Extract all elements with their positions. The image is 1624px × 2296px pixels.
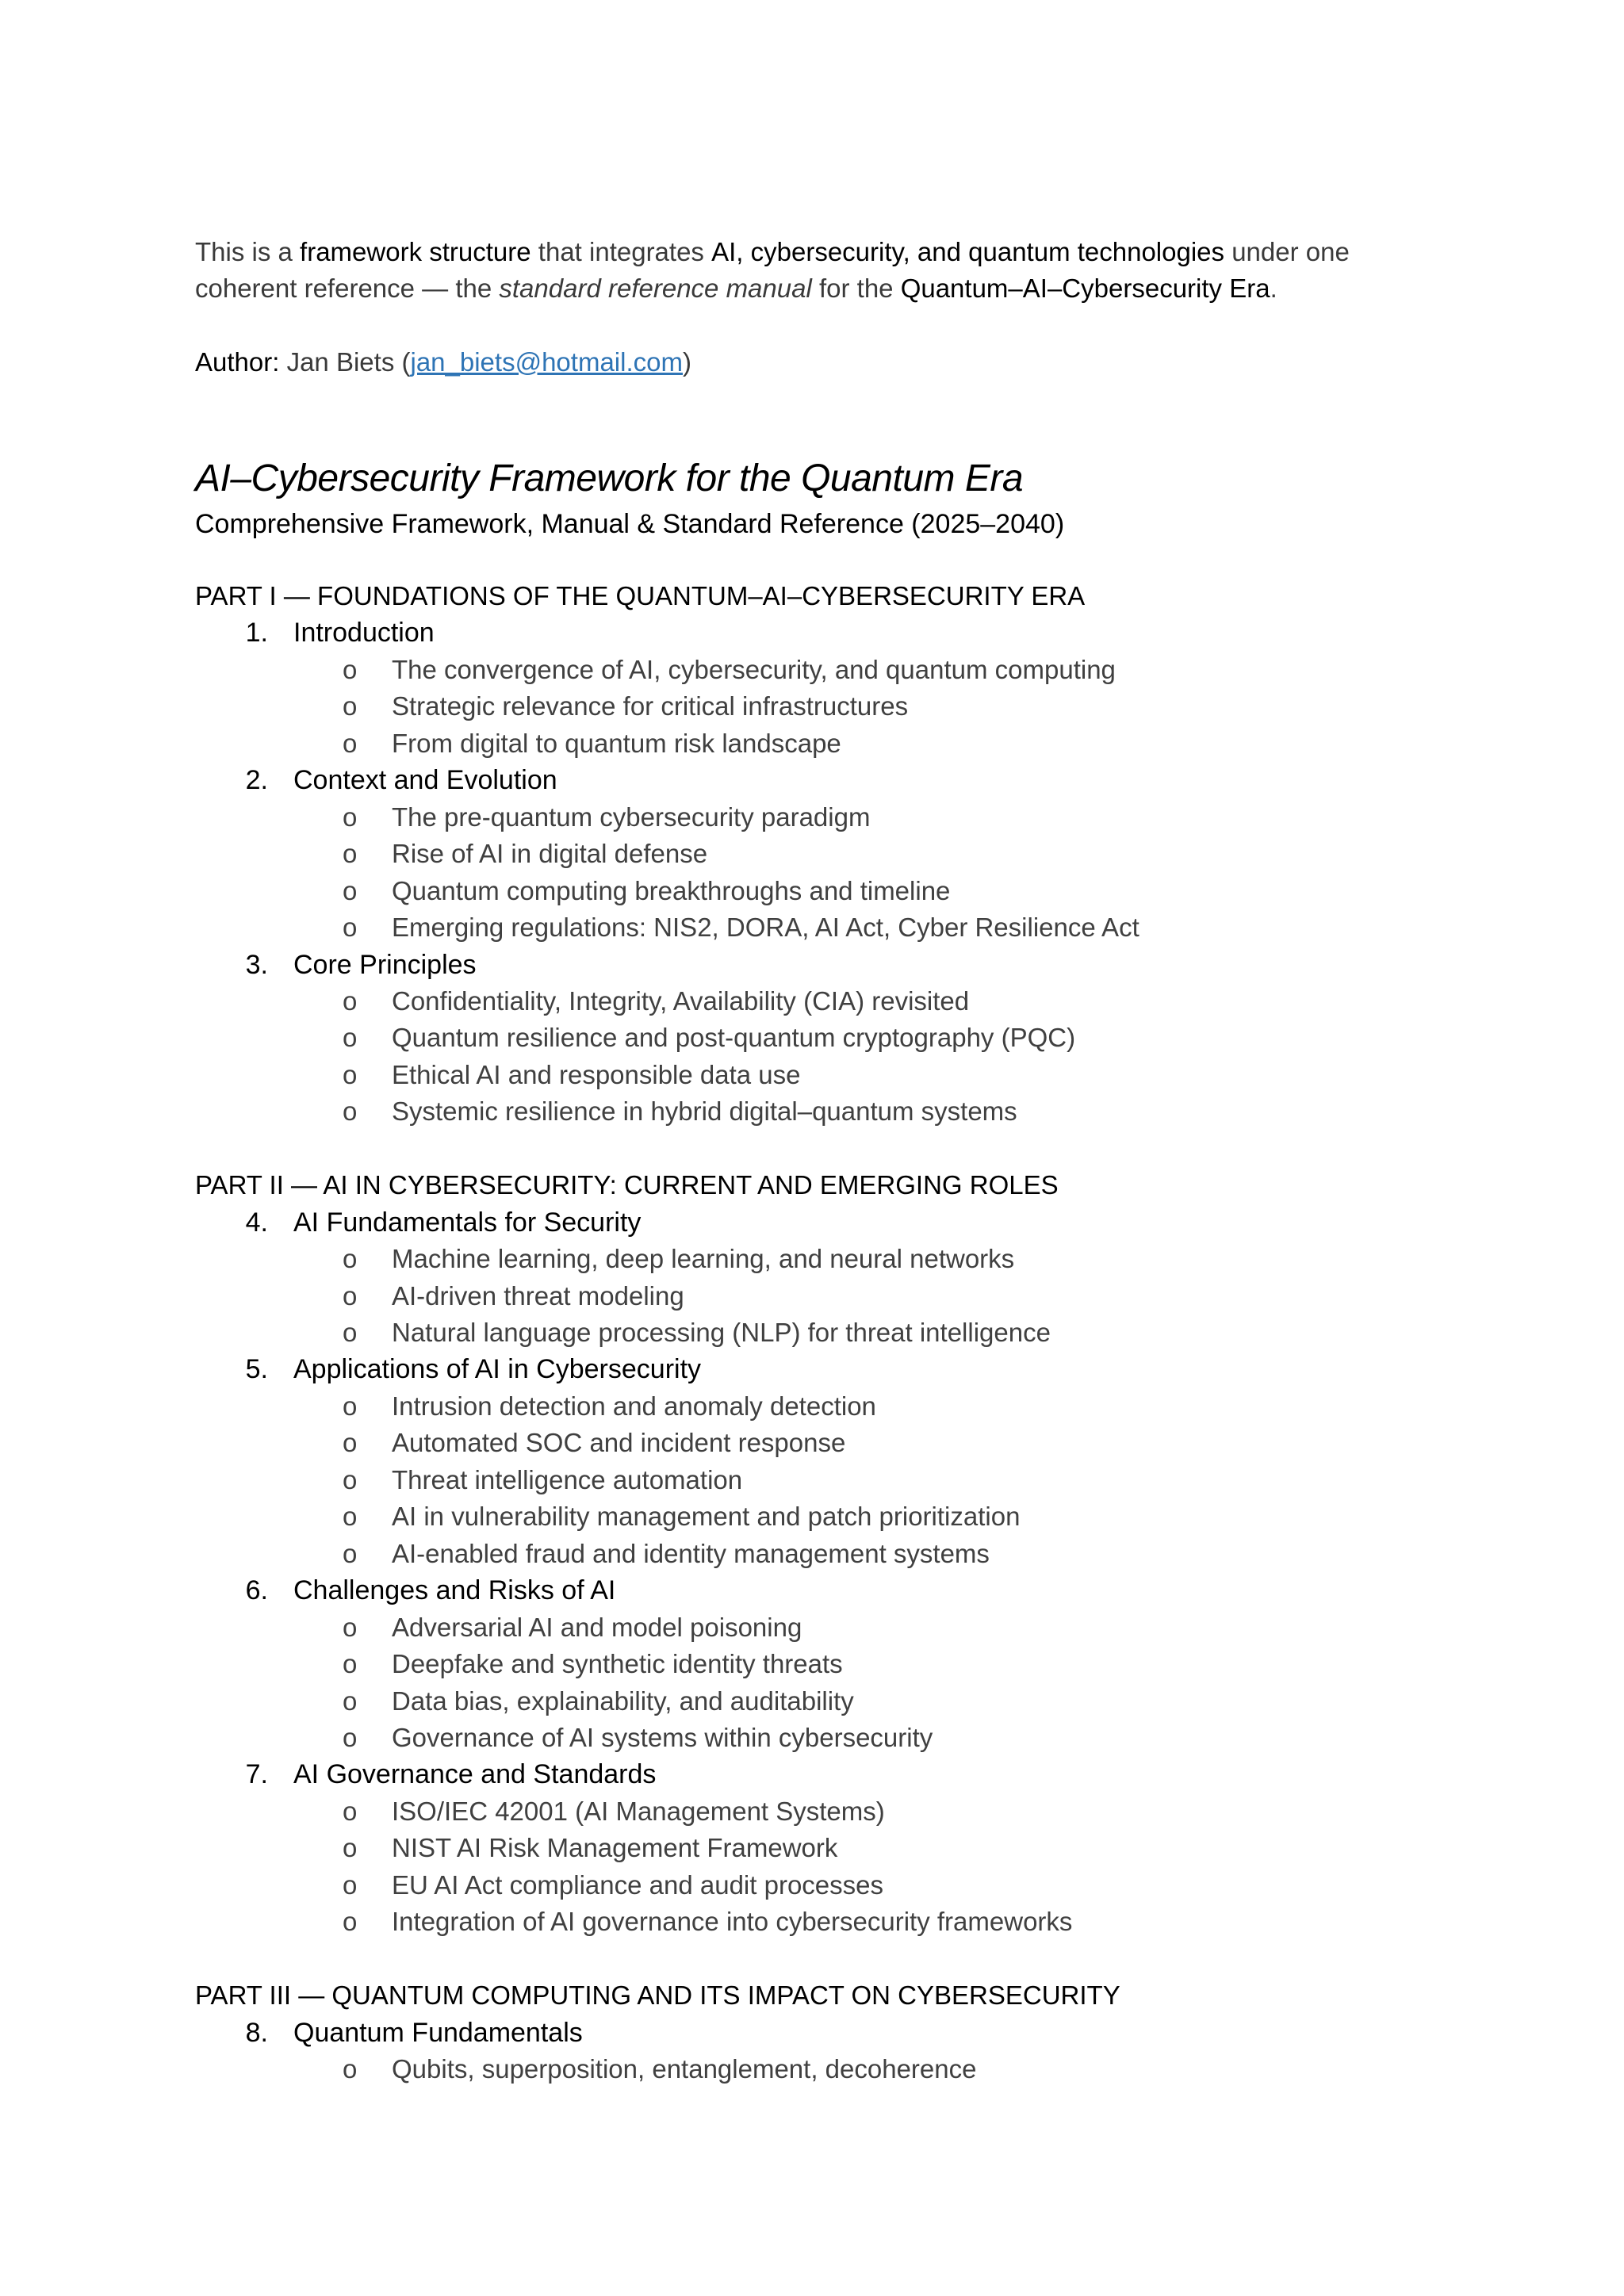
bullet-marker: o: [343, 1502, 358, 1532]
list-item-text: From digital to quantum risk landscape: [392, 728, 841, 758]
bullet-marker: o: [343, 1907, 358, 1937]
list-item-text: Quantum computing breakthroughs and timeline: [392, 875, 951, 905]
intro-text: that integrates: [530, 237, 712, 266]
list-item-text: Machine learning, deep learning, and neural networks: [392, 1244, 1015, 1274]
author-name: Jan Biets (: [279, 347, 411, 377]
bullet-marker: o: [343, 839, 358, 869]
bullet-marker: o: [343, 1391, 358, 1421]
bullet-marker: o: [343, 1538, 358, 1568]
list-item-text: Quantum resilience and post-quantum cryptography (PQC): [392, 1023, 1076, 1053]
bullet-marker: o: [343, 1318, 358, 1347]
list-item-text: AI in vulnerability management and patch prioritization: [392, 1502, 1021, 1532]
list-item-text: Ethical AI and responsible data use: [392, 1059, 801, 1089]
intro-text: coherent reference — the: [195, 274, 500, 303]
list-item-text: Governance of AI systems within cybersecurity: [392, 1722, 933, 1752]
bullet-marker: o: [343, 1833, 358, 1863]
intro-line-1: [195, 234, 1350, 270]
intro-italic: standard reference manual: [499, 274, 812, 303]
bullet-marker: o: [343, 913, 358, 943]
bullet-marker: o: [343, 2054, 358, 2084]
bullet-marker: o: [343, 1280, 358, 1311]
list-item-text: AI-enabled fraud and identity management systems: [392, 1538, 990, 1568]
section-title: Core Principles: [293, 949, 477, 980]
list-item-text: Automated SOC and incident response: [392, 1428, 846, 1458]
bullet-marker: o: [343, 728, 358, 758]
document-subtitle: Comprehensive Framework, Manual & Standard Reference (2025–2040): [195, 509, 1065, 539]
list-item-text: Systemic resilience in hybrid digital–quantum systems: [392, 1096, 1017, 1127]
list-item-text: AI-driven threat modeling: [392, 1280, 684, 1311]
bullet-marker: o: [343, 802, 358, 832]
part-heading: PART II — AI IN CYBERSECURITY: CURRENT AND EMERGING ROLES: [195, 1170, 1059, 1200]
list-item-text: Rise of AI in digital defense: [392, 839, 708, 869]
bullet-marker: o: [343, 1612, 358, 1642]
list-item-text: ISO/IEC 42001 (AI Management Systems): [392, 1796, 885, 1826]
section-number: 6.: [245, 1575, 268, 1606]
intro-text: for the: [811, 274, 901, 303]
list-item-text: Qubits, superposition, entanglement, decoherence: [392, 2054, 977, 2084]
part-heading: PART III — QUANTUM COMPUTING AND ITS IMPACT ON CYBERSECURITY: [195, 1980, 1120, 2011]
bullet-marker: o: [343, 1869, 358, 1900]
intro-emphasis: Quantum–AI–Cybersecurity Era: [900, 274, 1270, 303]
bullet-marker: o: [343, 1686, 358, 1716]
bullet-marker: o: [343, 1096, 358, 1127]
bullet-marker: o: [343, 1464, 358, 1494]
bullet-marker: o: [343, 1023, 358, 1053]
list-item-text: Confidentiality, Integrity, Availability (CIA) revisited: [392, 985, 970, 1016]
bullet-marker: o: [343, 1244, 358, 1274]
section-number: 5.: [245, 1354, 268, 1385]
section-title: Context and Evolution: [293, 765, 557, 796]
intro-text: .: [1270, 274, 1277, 303]
list-item-text: Integration of AI governance into cybersecurity frameworks: [392, 1907, 1073, 1937]
intro-line-2: [195, 270, 1277, 307]
list-item-text: EU AI Act compliance and audit processes: [392, 1869, 884, 1900]
author-close-paren: ): [682, 347, 691, 377]
list-item-text: Adversarial AI and model poisoning: [392, 1612, 802, 1642]
list-item-text: The convergence of AI, cybersecurity, and quantum computing: [392, 654, 1116, 684]
list-item-text: The pre-quantum cybersecurity paradigm: [392, 802, 871, 832]
author-line: [195, 344, 691, 381]
author-email-link[interactable]: jan_biets@hotmail.com: [410, 347, 683, 377]
section-title: AI Governance and Standards: [293, 1759, 657, 1790]
intro-text: under one: [1224, 237, 1350, 266]
list-item-text: Threat intelligence automation: [392, 1464, 743, 1494]
bullet-marker: o: [343, 1059, 358, 1089]
section-title: Quantum Fundamentals: [293, 2017, 583, 2048]
intro-emphasis: AI, cybersecurity, and quantum technologies: [711, 237, 1225, 266]
part-heading: PART I — FOUNDATIONS OF THE QUANTUM–AI–CYBERSECURITY ERA: [195, 581, 1086, 610]
document-title: AI–Cybersecurity Framework for the Quantum Era: [195, 457, 1024, 499]
section-number: 4.: [245, 1207, 268, 1238]
bullet-marker: o: [343, 985, 358, 1016]
section-title: AI Fundamentals for Security: [293, 1207, 642, 1238]
bullet-marker: o: [343, 1428, 358, 1458]
intro-text: This is a: [195, 237, 301, 266]
list-item-text: Data bias, explainability, and auditability: [392, 1686, 854, 1716]
section-title: Challenges and Risks of AI: [293, 1575, 616, 1606]
bullet-marker: o: [343, 691, 358, 721]
section-title: Applications of AI in Cybersecurity: [293, 1354, 702, 1385]
intro-emphasis: framework structure: [300, 237, 531, 266]
bullet-marker: o: [343, 654, 358, 684]
section-title: Introduction: [293, 618, 435, 649]
section-number: 2.: [245, 765, 268, 796]
list-item-text: Strategic relevance for critical infrastructures: [392, 691, 909, 721]
bullet-marker: o: [343, 1722, 358, 1752]
section-number: 1.: [245, 618, 268, 649]
author-label: Author:: [195, 347, 280, 377]
bullet-marker: o: [343, 1649, 358, 1679]
section-number: 3.: [245, 949, 268, 980]
list-item-text: Natural language processing (NLP) for threat intelligence: [392, 1318, 1051, 1347]
list-item-text: Emerging regulations: NIS2, DORA, AI Act, Cyber Resilience Act: [392, 913, 1139, 943]
bullet-marker: o: [343, 1796, 358, 1826]
bullet-marker: o: [343, 875, 358, 905]
list-item-text: Intrusion detection and anomaly detection: [392, 1391, 876, 1421]
list-item-text: NIST AI Risk Management Framework: [392, 1833, 838, 1863]
section-number: 8.: [245, 2017, 268, 2048]
list-item-text: Deepfake and synthetic identity threats: [392, 1649, 843, 1679]
section-number: 7.: [245, 1759, 268, 1790]
